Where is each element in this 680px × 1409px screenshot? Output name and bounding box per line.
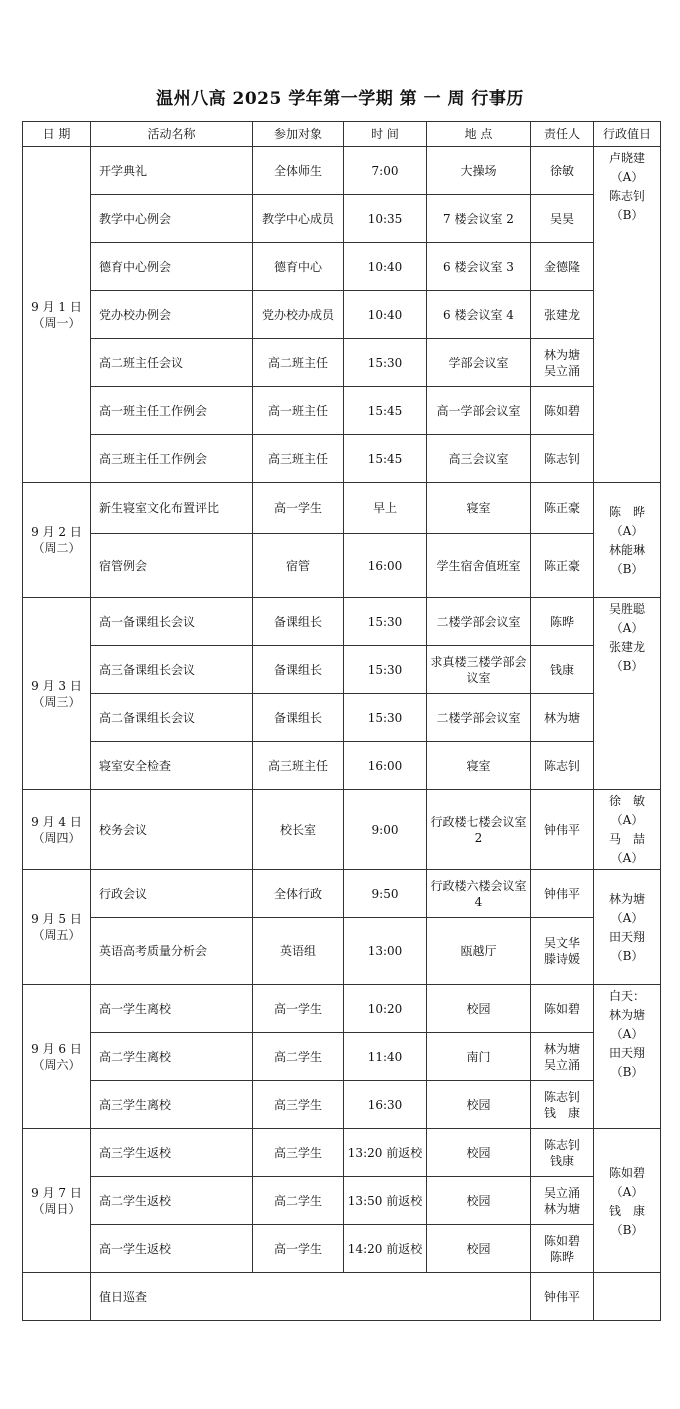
- time-cell: 10:40: [344, 243, 427, 291]
- responsible-cell: [531, 243, 594, 291]
- duty-line: 陈志钊: [608, 189, 645, 203]
- responsible-cell: [531, 1129, 594, 1177]
- duty-line: （B）: [610, 1065, 644, 1079]
- responsible-cell: [531, 387, 594, 435]
- activity-cell: 高三学生返校: [91, 1129, 253, 1177]
- weekday-label: （周二）: [32, 541, 81, 555]
- table-row: [23, 1081, 661, 1129]
- place-cell: 瓯越厅: [427, 918, 531, 985]
- duty-line: 陈如碧: [608, 1165, 645, 1180]
- table-row: [23, 1177, 661, 1225]
- responsible-cell: [531, 694, 594, 742]
- table-row: [23, 985, 661, 1033]
- activity-cell: 高二学生离校: [91, 1033, 253, 1081]
- header-row: [23, 122, 661, 147]
- header-activity: 活动名称: [91, 122, 253, 147]
- duty-cell: [594, 1129, 661, 1273]
- time-cell: 15:30: [344, 694, 427, 742]
- activity-cell: 教学中心例会: [91, 195, 253, 243]
- time-cell: 14:20 前返校: [344, 1225, 427, 1273]
- place-cell: 大操场: [427, 147, 531, 195]
- place-cell: 寝室: [427, 483, 531, 534]
- participants-cell: 全体行政: [253, 870, 344, 918]
- duty-line: 钱 康: [608, 1203, 645, 1218]
- date-label: 9 月 1 日: [31, 299, 82, 314]
- activity-cell: 寝室安全检查: [91, 742, 253, 790]
- weekday-label: （周一）: [32, 315, 81, 330]
- place-cell: 二楼学部会议室: [427, 694, 531, 742]
- participants-cell: 高二班主任: [253, 339, 344, 387]
- place-cell: 高一学部会议室: [427, 387, 531, 435]
- responsible-name: 钟伟平: [543, 822, 580, 837]
- participants-cell: 高一班主任: [253, 387, 344, 435]
- activity-cell: 宿管例会: [91, 534, 253, 598]
- date-label: 9 月 2 日: [31, 525, 82, 539]
- responsible-name: 钱康: [549, 662, 574, 677]
- header-duty: 行政值日: [594, 122, 661, 147]
- place-cell: 寝室: [427, 742, 531, 790]
- time-cell: 15:30: [344, 339, 427, 387]
- date-label: 9 月 5 日: [31, 912, 82, 926]
- time-cell: 早上: [344, 483, 427, 534]
- footer-duty-cell: [594, 1273, 661, 1321]
- time-cell: 13:00: [344, 918, 427, 985]
- participants-cell: 高一学生: [253, 985, 344, 1033]
- place-cell: 校园: [427, 1177, 531, 1225]
- activity-cell: 高一备课组长会议: [91, 598, 253, 646]
- responsible-cell: [531, 918, 594, 985]
- table-row: [23, 646, 661, 694]
- responsible-name: 钟伟平: [543, 886, 580, 901]
- date-cell: [23, 870, 91, 985]
- responsible-cell: [531, 195, 594, 243]
- footer-responsible-cell: 钟伟平: [531, 1273, 594, 1321]
- activity-cell: 高三班主任工作例会: [91, 435, 253, 483]
- place-cell: 校园: [427, 1225, 531, 1273]
- activity-cell: 高一学生返校: [91, 1225, 253, 1273]
- duty-line: 林为塘: [608, 1008, 645, 1022]
- date-label: 9 月 6 日: [31, 1041, 82, 1056]
- responsible-name: 吴立涌: [543, 363, 580, 378]
- activity-cell: 党办校办例会: [91, 291, 253, 339]
- time-cell: 9:50: [344, 870, 427, 918]
- responsible-cell: [531, 870, 594, 918]
- time-cell: 16:00: [344, 742, 427, 790]
- responsible-cell: [531, 1177, 594, 1225]
- participants-cell: 教学中心成员: [253, 195, 344, 243]
- activity-cell: 英语高考质量分析会: [91, 918, 253, 985]
- time-cell: 13:20 前返校: [344, 1129, 427, 1177]
- table-row: [23, 598, 661, 646]
- schedule-body: [23, 147, 661, 1321]
- weekday-label: （周三）: [32, 694, 81, 709]
- participants-cell: 高二学生: [253, 1033, 344, 1081]
- duty-cell: [594, 598, 661, 790]
- activity-cell: 高二备课组长会议: [91, 694, 253, 742]
- date-label: 9 月 4 日: [31, 814, 82, 829]
- date-cell: [23, 598, 91, 790]
- responsible-name: 金德隆: [543, 259, 580, 274]
- activity-cell: 高二学生返校: [91, 1177, 253, 1225]
- table-row: [23, 1225, 661, 1273]
- time-cell: 16:30: [344, 1081, 427, 1129]
- participants-cell: 高一学生: [253, 483, 344, 534]
- duty-line: （A）: [610, 621, 644, 635]
- duty-line: 卢晓建: [608, 151, 645, 165]
- participants-cell: 高三班主任: [253, 742, 344, 790]
- date-label: 9 月 3 日: [31, 678, 82, 693]
- weekday-label: （周四）: [32, 830, 81, 845]
- responsible-cell: [531, 790, 594, 870]
- responsible-name: 吴文华: [543, 936, 580, 950]
- responsible-name: 林为塘: [543, 1041, 580, 1056]
- responsible-name: 陈如碧: [543, 1001, 580, 1016]
- responsible-cell: [531, 435, 594, 483]
- duty-cell: [594, 483, 661, 598]
- duty-line: 徐 敏: [608, 794, 645, 808]
- weekday-label: （周五）: [32, 928, 81, 942]
- date-cell: [23, 147, 91, 483]
- footer-activity-cell: 值日巡查: [91, 1273, 531, 1321]
- responsible-name: 陈志钊: [543, 1137, 580, 1152]
- participants-cell: 校长室: [253, 790, 344, 870]
- participants-cell: 英语组: [253, 918, 344, 985]
- time-cell: 15:30: [344, 598, 427, 646]
- time-cell: 15:45: [344, 435, 427, 483]
- duty-line: （A）: [610, 1027, 644, 1041]
- time-cell: 11:40: [344, 1033, 427, 1081]
- duty-line: （A）: [610, 170, 644, 184]
- place-cell: 二楼学部会议室: [427, 598, 531, 646]
- duty-line: 田天翔: [608, 930, 645, 944]
- place-cell: 学部会议室: [427, 339, 531, 387]
- duty-line: 林为塘: [608, 892, 645, 906]
- duty-line: （B）: [610, 949, 644, 963]
- date-label: 9 月 7 日: [31, 1185, 82, 1200]
- responsible-name: 钱 康: [543, 1105, 580, 1120]
- participants-cell: 高三班主任: [253, 435, 344, 483]
- table-row: [23, 790, 661, 870]
- weekday-label: （周六）: [32, 1057, 81, 1072]
- table-row: [23, 195, 661, 243]
- duty-line: （A）: [610, 1184, 644, 1199]
- date-cell: [23, 483, 91, 598]
- weekday-label: （周日）: [32, 1201, 81, 1216]
- duty-line: （A）: [610, 813, 644, 827]
- responsible-name: 林为塘: [543, 347, 580, 362]
- table-row: [23, 339, 661, 387]
- time-cell: 16:00: [344, 534, 427, 598]
- table-row: [23, 742, 661, 790]
- table-row: [23, 870, 661, 918]
- activity-cell: 校务会议: [91, 790, 253, 870]
- duty-line: 林能琳: [608, 543, 645, 557]
- table-row: [23, 918, 661, 985]
- responsible-cell: [531, 291, 594, 339]
- responsible-cell: [531, 985, 594, 1033]
- responsible-cell: [531, 1081, 594, 1129]
- participants-cell: 备课组长: [253, 694, 344, 742]
- responsible-cell: [531, 646, 594, 694]
- table-row: [23, 1129, 661, 1177]
- responsible-cell: [531, 534, 594, 598]
- participants-cell: 高二学生: [253, 1177, 344, 1225]
- duty-line: （B）: [610, 208, 644, 222]
- duty-line: 田天翔: [608, 1046, 645, 1060]
- table-row: [23, 1033, 661, 1081]
- time-cell: 15:30: [344, 646, 427, 694]
- responsible-name: 陈如碧: [543, 403, 580, 418]
- responsible-cell: [531, 598, 594, 646]
- table-row: [23, 694, 661, 742]
- footer-row: [23, 1273, 661, 1321]
- table-row: [23, 243, 661, 291]
- time-cell: 10:40: [344, 291, 427, 339]
- time-cell: 13:50 前返校: [344, 1177, 427, 1225]
- responsible-name: 林为塘: [543, 710, 580, 725]
- table-row: [23, 534, 661, 598]
- place-cell: 6 楼会议室 4: [427, 291, 531, 339]
- table-row: [23, 483, 661, 534]
- activity-cell: 高一学生离校: [91, 985, 253, 1033]
- place-cell: 行政楼七楼会议室 2: [427, 790, 531, 870]
- duty-cell: [594, 870, 661, 985]
- activity-cell: 德育中心例会: [91, 243, 253, 291]
- table-row: [23, 387, 661, 435]
- responsible-cell: [531, 1225, 594, 1273]
- date-cell: [23, 1129, 91, 1273]
- duty-line: 张建龙: [608, 640, 645, 654]
- activity-cell: 高三学生离校: [91, 1081, 253, 1129]
- header-participants: 参加对象: [253, 122, 344, 147]
- place-cell: 南门: [427, 1033, 531, 1081]
- duty-cell: [594, 147, 661, 483]
- duty-line: （B）: [610, 659, 644, 673]
- participants-cell: 德育中心: [253, 243, 344, 291]
- place-cell: 学生宿舍值班室: [427, 534, 531, 598]
- responsible-cell: [531, 742, 594, 790]
- header-time: 时 间: [344, 122, 427, 147]
- header-responsible: 责任人: [531, 122, 594, 147]
- duty-line: 陈 晔: [608, 505, 645, 519]
- place-cell: 7 楼会议室 2: [427, 195, 531, 243]
- activity-cell: 高三备课组长会议: [91, 646, 253, 694]
- responsible-name: 吴立涌: [543, 1057, 580, 1072]
- place-cell: 校园: [427, 1129, 531, 1177]
- duty-line: （B）: [610, 1222, 644, 1237]
- duty-line: （B）: [610, 562, 644, 576]
- responsible-name: 陈晔: [549, 614, 574, 629]
- table-row: [23, 291, 661, 339]
- participants-cell: 党办校办成员: [253, 291, 344, 339]
- responsible-cell: [531, 483, 594, 534]
- duty-line: （A）: [610, 911, 644, 925]
- duty-line: （A）: [610, 524, 644, 538]
- responsible-name: 吴昊: [549, 211, 574, 226]
- place-cell: 行政楼六楼会议室 4: [427, 870, 531, 918]
- time-cell: 10:35: [344, 195, 427, 243]
- activity-cell: 新生寝室文化布置评比: [91, 483, 253, 534]
- place-cell: 高三会议室: [427, 435, 531, 483]
- date-cell: [23, 790, 91, 870]
- responsible-name: 陈志钊: [543, 1089, 580, 1104]
- place-cell: 求真楼三楼学部会议室: [427, 646, 531, 694]
- responsible-name: 陈正豪: [543, 558, 580, 573]
- responsible-name: 陈正豪: [543, 501, 580, 515]
- activity-cell: 行政会议: [91, 870, 253, 918]
- responsible-name: 吴立涌: [543, 1185, 580, 1200]
- table-row: [23, 435, 661, 483]
- header-place: 地 点: [427, 122, 531, 147]
- time-cell: 9:00: [344, 790, 427, 870]
- responsible-name: 滕诗媛: [543, 952, 580, 966]
- responsible-name: 陈晔: [549, 1249, 574, 1264]
- duty-line: （A）: [610, 851, 644, 865]
- time-cell: 15:45: [344, 387, 427, 435]
- participants-cell: 高三学生: [253, 1129, 344, 1177]
- activity-cell: 高一班主任工作例会: [91, 387, 253, 435]
- participants-cell: 宿管: [253, 534, 344, 598]
- responsible-name: 徐敏: [549, 163, 574, 178]
- table-row: [23, 147, 661, 195]
- duty-cell: [594, 985, 661, 1129]
- responsible-name: 陈志钊: [543, 451, 580, 466]
- participants-cell: 高一学生: [253, 1225, 344, 1273]
- place-cell: 6 楼会议室 3: [427, 243, 531, 291]
- time-cell: 7:00: [344, 147, 427, 195]
- date-cell: [23, 985, 91, 1129]
- schedule-table: [22, 121, 661, 1321]
- participants-cell: 全体师生: [253, 147, 344, 195]
- responsible-name: 陈如碧: [543, 1233, 580, 1248]
- footer-date-cell: [23, 1273, 91, 1321]
- header-date: 日 期: [23, 122, 91, 147]
- responsible-cell: [531, 1033, 594, 1081]
- page-title: 温州八高 2025 学年第一学期 第 一 周 行事历: [156, 89, 524, 109]
- time-cell: 10:20: [344, 985, 427, 1033]
- responsible-cell: [531, 147, 594, 195]
- participants-cell: 高三学生: [253, 1081, 344, 1129]
- responsible-name: 林为塘: [543, 1201, 580, 1216]
- participants-cell: 备课组长: [253, 646, 344, 694]
- duty-line: 白天：: [608, 989, 645, 1003]
- duty-line: 吴胜聪: [608, 602, 645, 616]
- activity-cell: 高二班主任会议: [91, 339, 253, 387]
- duty-cell: [594, 790, 661, 870]
- place-cell: 校园: [427, 1081, 531, 1129]
- activity-cell: 开学典礼: [91, 147, 253, 195]
- responsible-name: 钱康: [549, 1153, 574, 1168]
- responsible-name: 张建龙: [543, 307, 580, 322]
- place-cell: 校园: [427, 985, 531, 1033]
- responsible-name: 陈志钊: [543, 758, 580, 773]
- responsible-cell: [531, 339, 594, 387]
- participants-cell: 备课组长: [253, 598, 344, 646]
- duty-line: 马 喆: [608, 832, 645, 846]
